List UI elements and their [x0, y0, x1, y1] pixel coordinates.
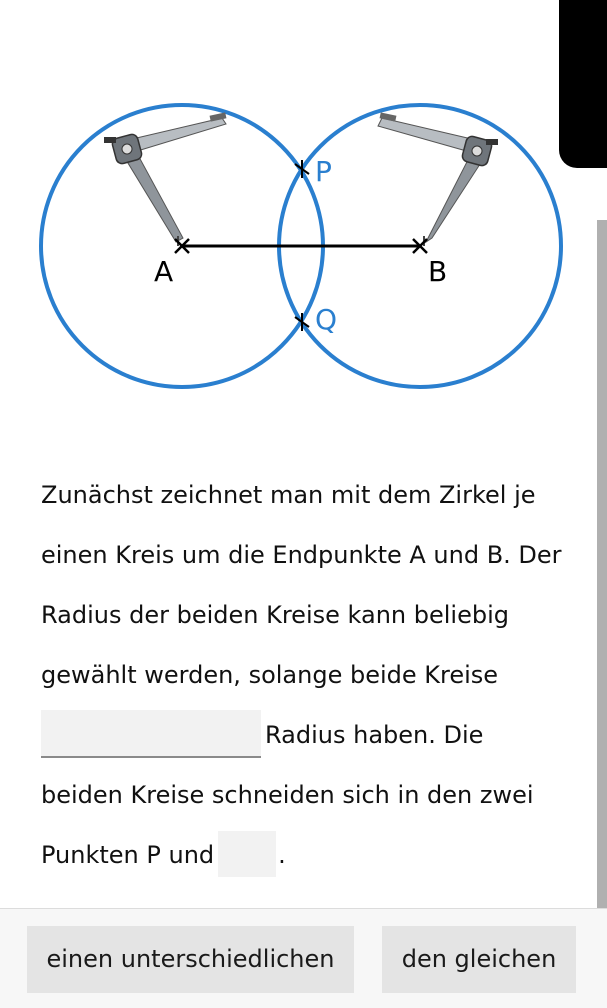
label-q: Q	[315, 303, 338, 336]
text-line	[41, 710, 571, 770]
text-segment: .	[278, 841, 286, 869]
text-segment: Radius haben. Die	[265, 721, 484, 749]
text-line: einen Kreis um die Endpunkte A und B. Der	[41, 541, 562, 569]
exercise-text	[41, 470, 571, 890]
text-line: Zunächst zeichnet man mit dem Zirkel je	[41, 481, 536, 509]
compass-a-icon	[104, 112, 226, 246]
text-segment: Punkten P und	[41, 841, 215, 869]
label-b: B	[428, 255, 448, 288]
answer-options-bar	[0, 908, 607, 1008]
construction-figure	[0, 0, 600, 400]
compass-b-icon	[378, 112, 498, 246]
text-line: beiden Kreise schneiden sich in den zwei	[41, 781, 534, 809]
text-line: gewählt werden, solange beide Kreise	[41, 661, 499, 689]
option-unterschiedlichen-button[interactable]: einen unterschiedlichen	[27, 926, 354, 993]
option-gleichen-button[interactable]: den gleichen	[382, 926, 576, 993]
label-a: A	[154, 255, 174, 288]
text-line: Radius der beiden Kreise kann beliebig	[41, 601, 509, 629]
text-line	[41, 830, 571, 890]
answer-blank-point[interactable]	[218, 831, 276, 877]
label-p: P	[315, 155, 332, 188]
answer-blank-radius[interactable]	[41, 710, 261, 758]
